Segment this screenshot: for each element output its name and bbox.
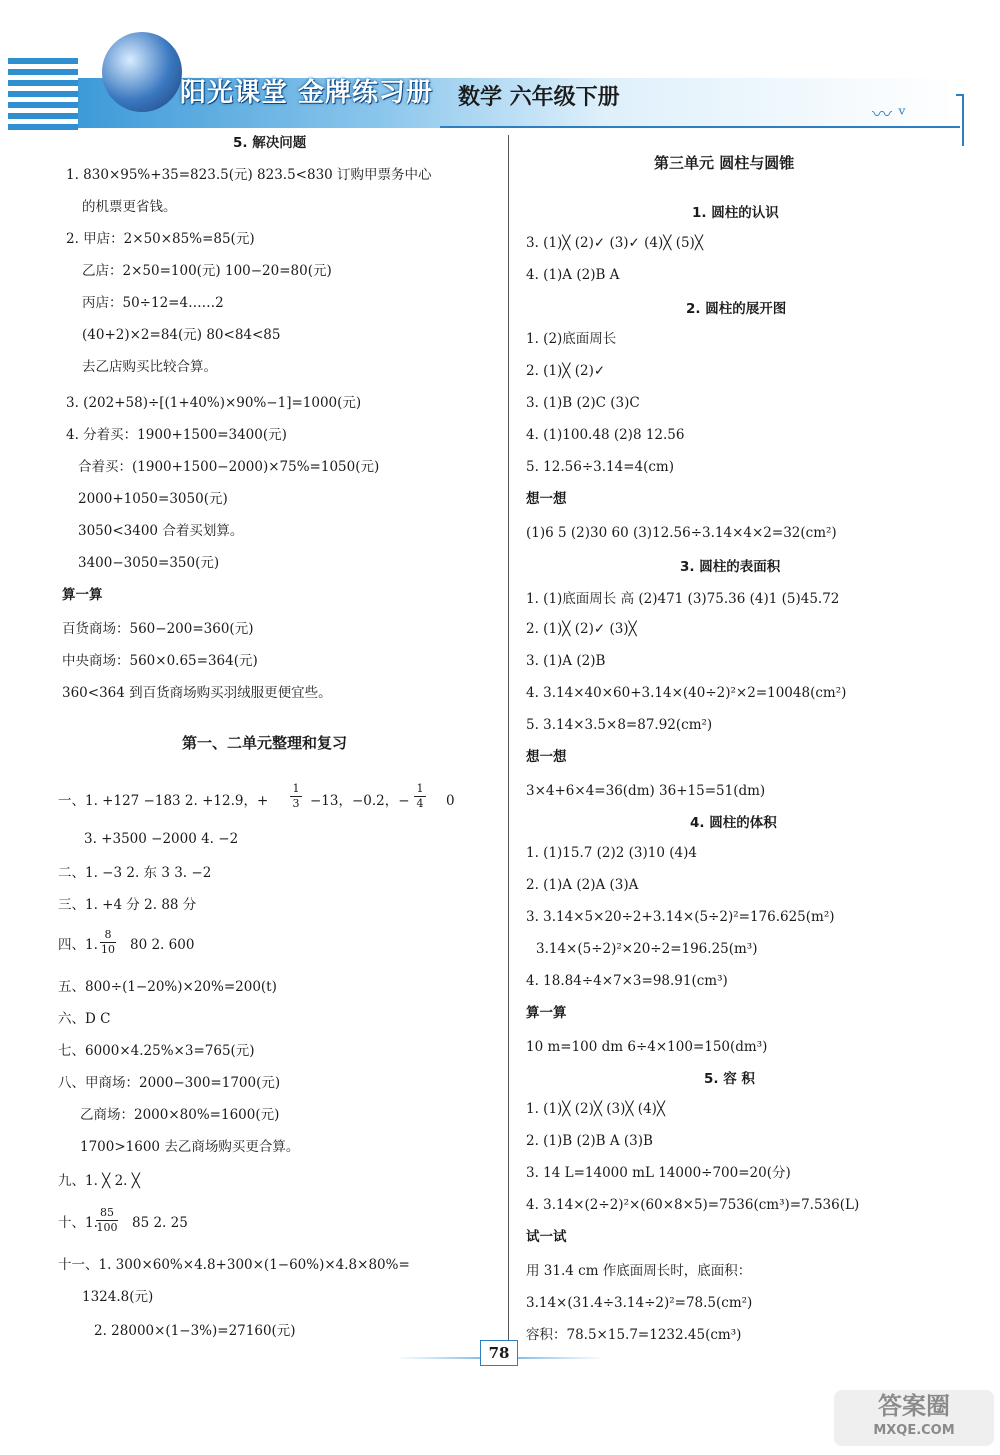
answer-line: 3. +3500 −2000 4. −2 bbox=[84, 831, 239, 847]
answer-line: 1. (1)╳ (2)╳ (3)╳ (4)╳ bbox=[526, 1101, 666, 1117]
section-title: 5. 容 积 bbox=[704, 1071, 755, 1087]
answer-line: 3. 3.14×5×20÷2+3.14×(5÷2)²=176.625(m²) bbox=[526, 909, 835, 925]
answer-line: 2. (1)╳ (2)✓ bbox=[526, 363, 606, 379]
answer-line: 乙店：2×50=100(元) 100−20=80(元) bbox=[82, 263, 332, 279]
answer-line: 4. (1)A (2)B A bbox=[526, 267, 620, 283]
globe-icon bbox=[102, 32, 182, 112]
answer-line: 1. (1)15.7 (2)2 (3)10 (4)4 bbox=[526, 845, 697, 861]
answer-line: 3. (1)╳ (2)✓ (3)✓ (4)╳ (5)╳ bbox=[526, 235, 703, 251]
header-bracket bbox=[956, 94, 964, 146]
answer-line: 乙商场：2000×80%=1600(元) bbox=[80, 1107, 280, 1123]
answer-line: 4. 3.14×(2÷2)²×(60×8×5)=7536(cm³)=7.536(L) bbox=[526, 1197, 860, 1213]
unit-title: 第三单元 圆柱与圆锥 bbox=[654, 154, 795, 172]
brand-title: 阳光课堂 金牌练习册 bbox=[180, 78, 434, 108]
answer-line: 去乙店购买比较合算。 bbox=[82, 359, 217, 375]
answer-line: 七、6000×4.25%×3=765(元) bbox=[58, 1043, 255, 1059]
section-title: 5. 解决问题 bbox=[233, 135, 307, 151]
fraction: $\frac{1}{4}$ bbox=[414, 782, 426, 811]
answer-line: 三、1. +4 分 2. 88 分 bbox=[58, 897, 197, 913]
answer-line: 五、800÷(1−20%)×20%=200(t) bbox=[58, 979, 277, 995]
answer-line: 3. (202+58)÷[(1+40%)×90%−1]=1000(元) bbox=[66, 395, 362, 411]
answer-line: 3400−3050=350(元) bbox=[78, 555, 220, 571]
answer-line: 的机票更省钱。 bbox=[82, 199, 177, 215]
answer-line: 2. 28000×(1−3%)=27160(元) bbox=[94, 1323, 296, 1339]
section-title: 算一算 bbox=[62, 587, 103, 603]
answer-line: 1. 830×95%+35=823.5(元) 823.5<830 订购甲票务中心 bbox=[66, 167, 432, 183]
answer-line: 十、1. bbox=[58, 1215, 98, 1231]
answer-line: 4. (1)100.48 (2)8 12.56 bbox=[526, 427, 685, 443]
answer-line: 1. (1)底面周长 高 (2)471 (3)75.36 (4)1 (5)45.72 bbox=[526, 591, 840, 607]
answer-line: 十一、1. 300×60%×4.8+300×(1−60%)×4.8×80%= bbox=[58, 1257, 410, 1273]
answer-line: 1324.8(元) bbox=[82, 1289, 154, 1305]
answer-line: 85 2. 25 bbox=[132, 1215, 188, 1231]
answer-line: 3. 14 L=14000 mL 14000÷700=20(分) bbox=[526, 1165, 791, 1181]
watermark-url: MXQE.COM bbox=[873, 1423, 955, 1438]
answer-line: 1700>1600 去乙商场购买更合算。 bbox=[80, 1139, 300, 1155]
answer-line: 4. 18.84÷4×7×3=98.91(cm³) bbox=[526, 973, 728, 989]
answer-line: (1)6 5 (2)30 60 (3)12.56÷3.14×4×2=32(cm²) bbox=[526, 525, 837, 541]
answer-line: 八、甲商场：2000−300=1700(元) bbox=[58, 1075, 281, 1091]
answer-line: 3050<3400 合着买划算。 bbox=[78, 523, 244, 539]
answer-line: 2. (1)╳ (2)✓ (3)╳ bbox=[526, 621, 637, 637]
answer-line: 四、1. bbox=[58, 937, 98, 953]
answer-line: 4. 3.14×40×60+3.14×(40÷2)²×2=10048(cm²) bbox=[526, 685, 847, 701]
answer-line: 10 m=100 dm 6÷4×100=150(dm³) bbox=[526, 1039, 768, 1055]
answer-line: 80 2. 600 bbox=[130, 937, 195, 953]
fraction: $\frac{1}{3}$ bbox=[290, 782, 302, 811]
answer-line: 3×4+6×4=36(dm) 36+15=51(dm) bbox=[526, 783, 766, 799]
answer-line: 4. 分着买：1900+1500=3400(元) bbox=[66, 427, 287, 443]
answer-line: 2. 甲店：2×50×85%=85(元) bbox=[66, 231, 255, 247]
page-footer bbox=[395, 1335, 605, 1375]
unit-title: 第一、二单元整理和复习 bbox=[182, 734, 348, 752]
section-title: 试一试 bbox=[526, 1229, 567, 1245]
watermark-logo bbox=[834, 1390, 994, 1446]
section-title: 想一想 bbox=[526, 491, 567, 507]
section-title: 2. 圆柱的展开图 bbox=[686, 301, 787, 317]
page-header bbox=[0, 28, 1000, 138]
section-title: 1. 圆柱的认识 bbox=[692, 205, 779, 221]
answer-line: 一、1. +127 −183 2. +12.9，+ bbox=[58, 793, 269, 809]
watermark-text: 答案圈 bbox=[878, 1392, 950, 1420]
fraction: $\frac{8}{10}$ bbox=[101, 928, 115, 956]
answer-line: 合着买：(1900+1500−2000)×75%=1050(元) bbox=[78, 459, 380, 475]
answer-line: 5. 3.14×3.5×8=87.92(cm²) bbox=[526, 717, 713, 733]
answer-line: 3.14×(31.4÷3.14÷2)²=78.5(cm²) bbox=[526, 1295, 753, 1311]
answer-line: 5. 12.56÷3.14=4(cm) bbox=[526, 459, 674, 475]
answer-line: 3. (1)B (2)C (3)C bbox=[526, 395, 640, 411]
answer-line: 360<364 到百货商场购买羽绒服更便宜些。 bbox=[62, 685, 332, 701]
answer-line: 3. (1)A (2)B bbox=[526, 653, 606, 669]
answer-line: 中央商场：560×0.65=364(元) bbox=[62, 653, 258, 669]
section-title: 4. 圆柱的体积 bbox=[690, 815, 777, 831]
answer-line: 用 31.4 cm 作底面周长时，底面积： bbox=[526, 1263, 752, 1279]
answer-line: 丙店：50÷12=4……2 bbox=[82, 295, 224, 311]
answer-line: 容积：78.5×15.7=1232.45(cm³) bbox=[526, 1327, 742, 1343]
birds-icon: 〰 ᵛ bbox=[872, 102, 906, 126]
answer-line: 百货商场：560−200=360(元) bbox=[62, 621, 254, 637]
answer-line: 九、1. ╳ 2. ╳ bbox=[58, 1173, 140, 1189]
column-divider bbox=[508, 135, 509, 1345]
section-title: 3. 圆柱的表面积 bbox=[680, 559, 781, 575]
header-stripes bbox=[8, 58, 78, 130]
subject-title: 数学 六年级下册 bbox=[458, 85, 620, 110]
answer-line: 3.14×(5÷2)²×20÷2=196.25(m³) bbox=[536, 941, 758, 957]
answer-line: 1. (2)底面周长 bbox=[526, 331, 617, 347]
section-title: 想一想 bbox=[526, 749, 567, 765]
answer-line: 2. (1)A (2)A (3)A bbox=[526, 877, 639, 893]
answer-line: (40+2)×2=84(元) 80<84<85 bbox=[82, 327, 281, 343]
answer-line: 2. (1)B (2)B A (3)B bbox=[526, 1133, 653, 1149]
answer-line: 六、D C bbox=[58, 1011, 111, 1027]
answer-line: 二、1. −3 2. 东 3 3. −2 bbox=[58, 865, 212, 881]
answer-line: 2000+1050=3050(元) bbox=[78, 491, 228, 507]
page-number: 78 bbox=[480, 1340, 518, 1366]
answer-line: 0 bbox=[446, 793, 455, 809]
fraction: $\frac{85}{100}$ bbox=[96, 1206, 118, 1234]
answer-line: −13，−0.2，− bbox=[310, 793, 410, 809]
section-title: 算一算 bbox=[526, 1005, 567, 1021]
